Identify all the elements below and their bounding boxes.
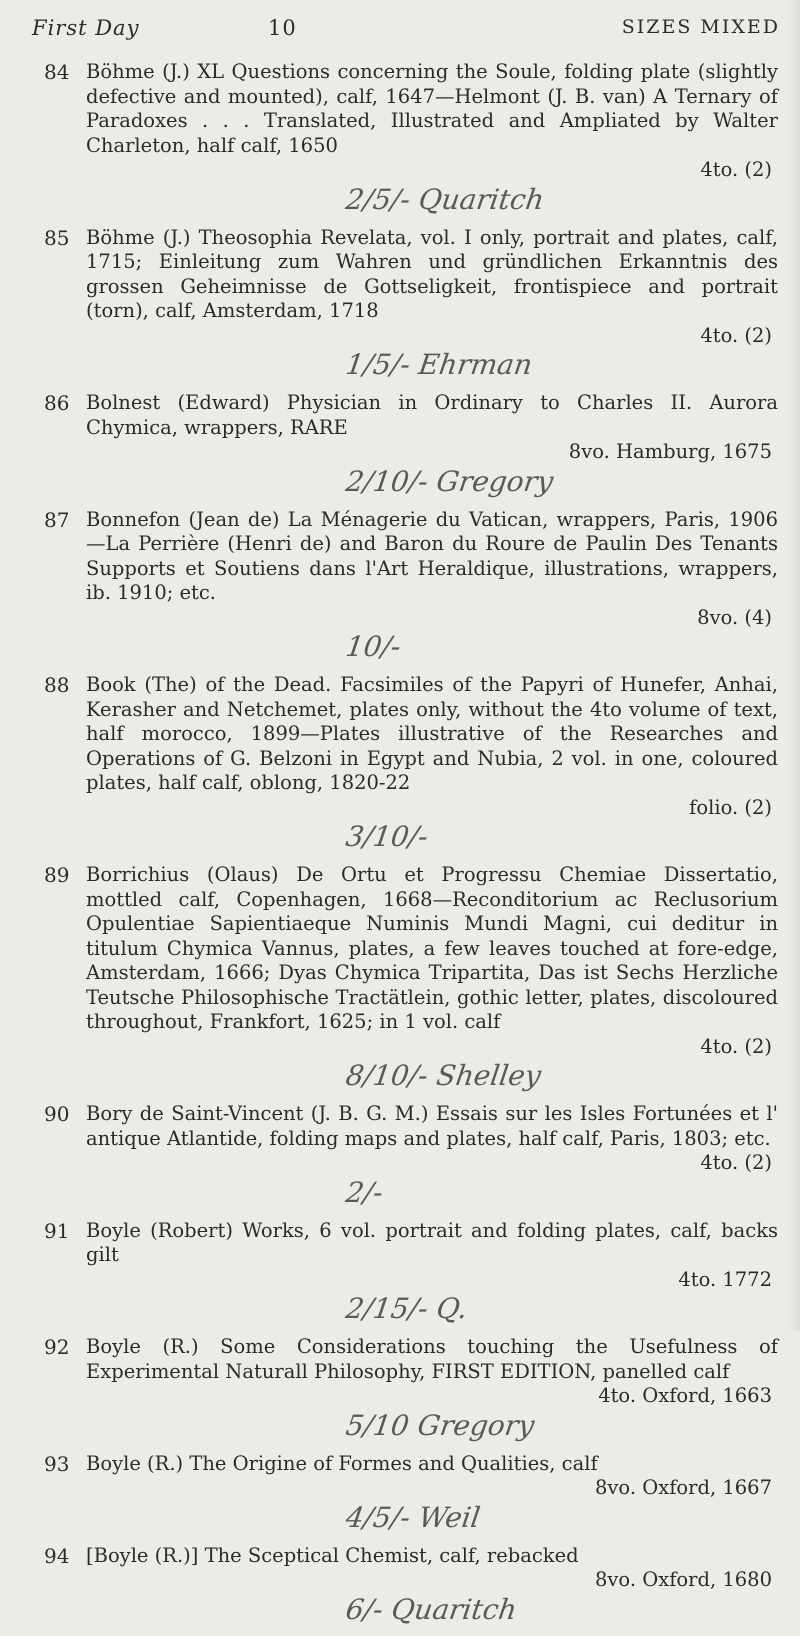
lot-format: 4to. (2) [700,323,772,347]
lot-number: 89 [44,863,70,887]
handwritten-price-note: 10/- [343,630,403,663]
lot-description: Bolnest (Edward) Physician in Ordinary to Charles II. Aurora Chymica, wrappers, RARE [86,391,778,439]
lot-format: 4to. Oxford, 1663 [598,1384,772,1407]
page-number: 10 [268,16,297,40]
lot-format: 8vo. Oxford, 1680 [595,1568,772,1591]
lot-93 [44,1452,778,1533]
lot-92 [44,1335,778,1441]
lot-description: Boyle (Robert) Works, 6 vol. portrait and folding plates, calf, backs gilt [86,1218,778,1266]
lot-86 [44,391,778,497]
handwritten-price-note: 1/5/- Ehrman [343,348,535,381]
lot-format: folio. (2) [689,795,772,819]
lot-description: [Boyle (R.)] The Sceptical Chemist, calf, rebacked [86,1543,579,1567]
lot-format: 8vo. Hamburg, 1675 [568,440,772,463]
handwritten-price-note: 2/10/- Gregory [343,464,556,498]
lot-number: 93 [44,1451,70,1476]
lot-number: 87 [44,507,70,532]
lot-description: Boyle (R.) Some Considerations touching the Usefulness of Experimental Naturall Philosophy, FIRST EDITION, panelled calf [86,1335,778,1383]
lot-number: 91 [44,1218,70,1243]
lot-list [44,60,778,1636]
lot-description: Böhme (J.) XL Questions concerning the Soule, folding plate (slightly defective and mounted), calf, 1647—Helmont (J. B. van) A Ternary of Paradoxes . . . Translated, Illustrated and Ampliated by Walter Charleton, half calf, 1650 [86,60,778,157]
lot-format: 4to. (2) [700,158,772,181]
lot-description: Bonnefon (Jean de) La Ménagerie du Vatican, wrappers, Paris, 1906—La Perrière (Henri de) and Baron du Roure de Paulin Des Tenants Supports et Soutiens dans l'Art Heraldique, illustrations, wrappers, ib. 1910; etc. [86,507,778,604]
handwritten-price-note: 3/10/- [343,820,431,853]
lot-description: Böhme (J.) Theosophia Revelata, vol. I only, portrait and plates, calf, 1715; Einleitung zum Wahren und gründlichen Erkanntnis des grossen Geheimnisse de Gottseligkeit, frontispiece and portrait (torn), calf, Amsterdam, 1718 [86,225,778,322]
lot-description: Bory de Saint-Vincent (J. B. G. M.) Essais sur les Isles Fortunées et l' antique Atlantide, folding maps and plates, half calf, Paris, 1803; etc. [86,1102,778,1150]
handwritten-price-note: 2/5/- Quaritch [343,182,547,216]
lot-format: 4to. 1772 [678,1267,772,1291]
lot-description: Borrichius (Olaus) De Ortu et Progressu Chemiae Dissertatio, mottled calf, Copenhagen, 1668—Reconditorium ac Reclusorium Opulentiae Sapientiaeque Numinis Mundi Magni, cui deditur in titulum Chymica Vannus, plates, a few leaves touched at fore-edge, Amsterdam, 1666; Dyas Chymica Tripartita, Das ist Sechs Herzliche Teutsche Philosophische Tractätlein, gothic letter, plates, discoloured throughout, Frankfort, 1625; in 1 vol. calf [86,863,778,1033]
lot-89 [44,863,778,1091]
handwritten-price-note: 5/10 Gregory [343,1408,537,1442]
page-edge-shadow [786,0,800,1331]
lot-format: 8vo. Oxford, 1667 [595,1476,772,1499]
lot-87 [44,508,778,663]
lot-number: 88 [44,673,70,697]
lot-number: 84 [44,60,70,84]
lot-90 [44,1102,778,1208]
handwritten-price-note: 8/10/- Shelley [343,1059,544,1092]
lot-number: 94 [44,1543,70,1568]
handwritten-price-note: 4/5/- Weil [343,1500,483,1534]
lot-88 [44,673,778,852]
day-heading: First Day [32,16,140,40]
lot-84 [44,60,778,215]
handwritten-price-note: 6/- Quaritch [343,1592,519,1626]
lot-number: 86 [44,391,70,415]
lot-94 [44,1544,778,1625]
lot-number: 92 [44,1335,70,1359]
lot-description: Book (The) of the Dead. Facsimiles of the Papyri of Hunefer, Anhai, Kerasher and Netchemet, plates only, without the 4to volume of text, half morocco, 1899—Plates illustrative of the Researches and Operations of G. Belzoni in Egypt and Nubia, 2 vol. in one, coloured plates, half calf, oblong, 1820-22 [86,673,778,794]
lot-description: Boyle (R.) The Origine of Formes and Qualities, calf [86,1451,598,1475]
handwritten-price-note: 2/15/- Q. [343,1292,470,1325]
lot-91 [44,1219,778,1325]
lot-format: 4to. (2) [700,1034,772,1058]
lot-number: 90 [44,1102,70,1126]
handwritten-price-note: 2/- [343,1175,386,1209]
section-heading: SIZES MIXED [621,16,780,38]
lot-format: 8vo. (4) [697,605,772,629]
lot-format: 4to. (2) [700,1151,772,1174]
lot-85 [44,226,778,381]
page-header [32,16,780,46]
lot-number: 85 [44,225,70,250]
